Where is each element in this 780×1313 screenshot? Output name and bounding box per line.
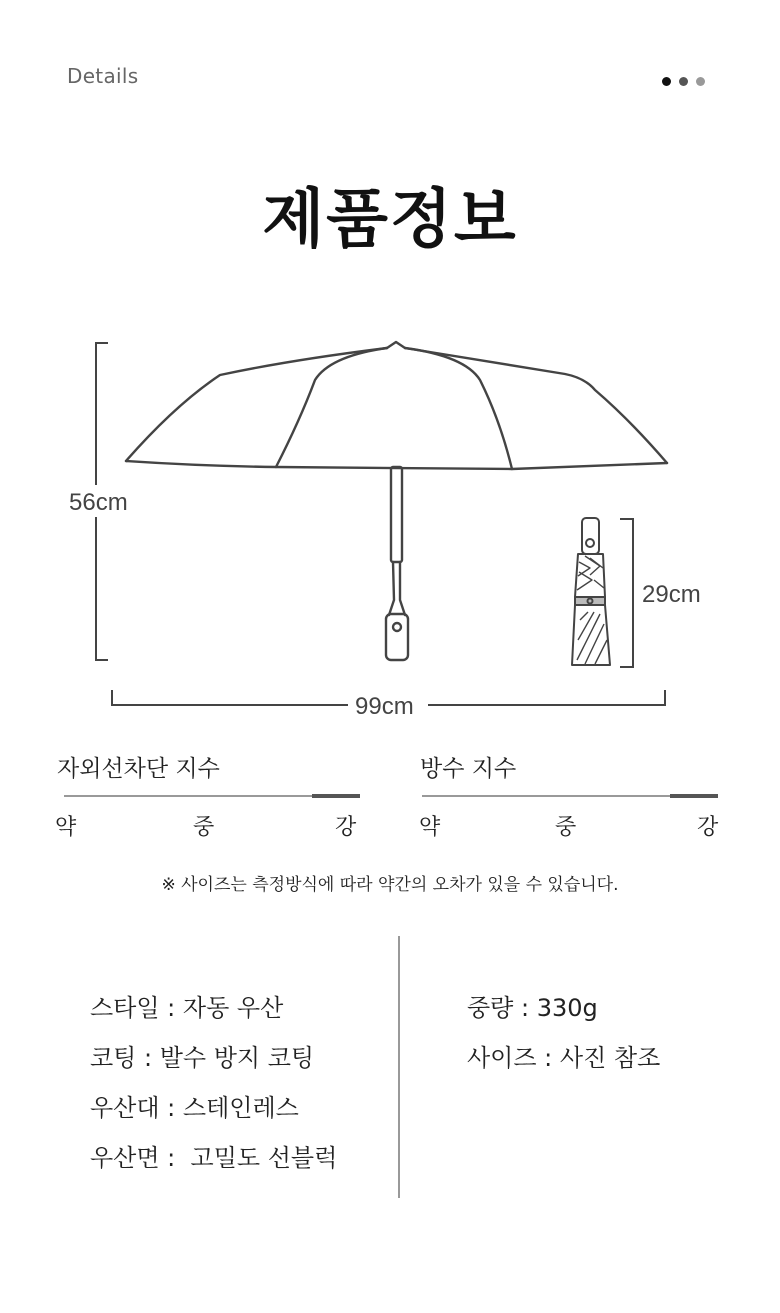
spec-shaft: 우산대 : 스테인레스: [90, 1094, 299, 1122]
indicator-dot-1: [662, 77, 671, 86]
water-level-medium: 중: [555, 815, 577, 840]
spec-weight: 중량 : 330g: [467, 994, 598, 1022]
uv-level-weak: 약: [55, 815, 77, 840]
water-index-level-fill: [670, 794, 718, 798]
specs-divider: [398, 936, 400, 1198]
spec-size: 사이즈 : 사진 참조: [467, 1044, 661, 1072]
uv-index-title: 자외선차단 지수: [57, 756, 220, 782]
page-indicator-dots: [662, 77, 705, 86]
size-disclaimer-note: ※ 사이즈는 측정방식에 따라 약간의 오차가 있을 수 있습니다.: [161, 875, 619, 895]
dimension-folded-height: 29cm: [642, 581, 701, 608]
spec-style: 스타일 : 자동 우산: [90, 994, 284, 1022]
water-level-weak: 약: [419, 815, 441, 840]
dimension-open-width: 99cm: [355, 693, 414, 720]
spec-canopy: 우산면 : 고밀도 선블럭: [90, 1144, 338, 1172]
open-umbrella-illustration: [126, 342, 667, 660]
umbrella-diagram: [0, 330, 780, 720]
uv-index-level-fill: [312, 794, 360, 798]
page-title: 제품정보: [262, 183, 518, 257]
indicator-dot-2: [679, 77, 688, 86]
details-label: Details: [67, 64, 139, 88]
dimension-lines: [96, 343, 665, 705]
uv-level-medium: 중: [193, 815, 215, 840]
spec-coating: 코팅 : 발수 방지 코팅: [90, 1044, 315, 1072]
uv-level-strong: 강: [335, 815, 357, 840]
indicator-dot-3: [696, 77, 705, 86]
water-level-strong: 강: [697, 815, 719, 840]
water-index-title: 방수 지수: [420, 756, 517, 782]
dimension-open-height: 56cm: [69, 489, 128, 516]
folded-umbrella-illustration: [572, 518, 610, 665]
